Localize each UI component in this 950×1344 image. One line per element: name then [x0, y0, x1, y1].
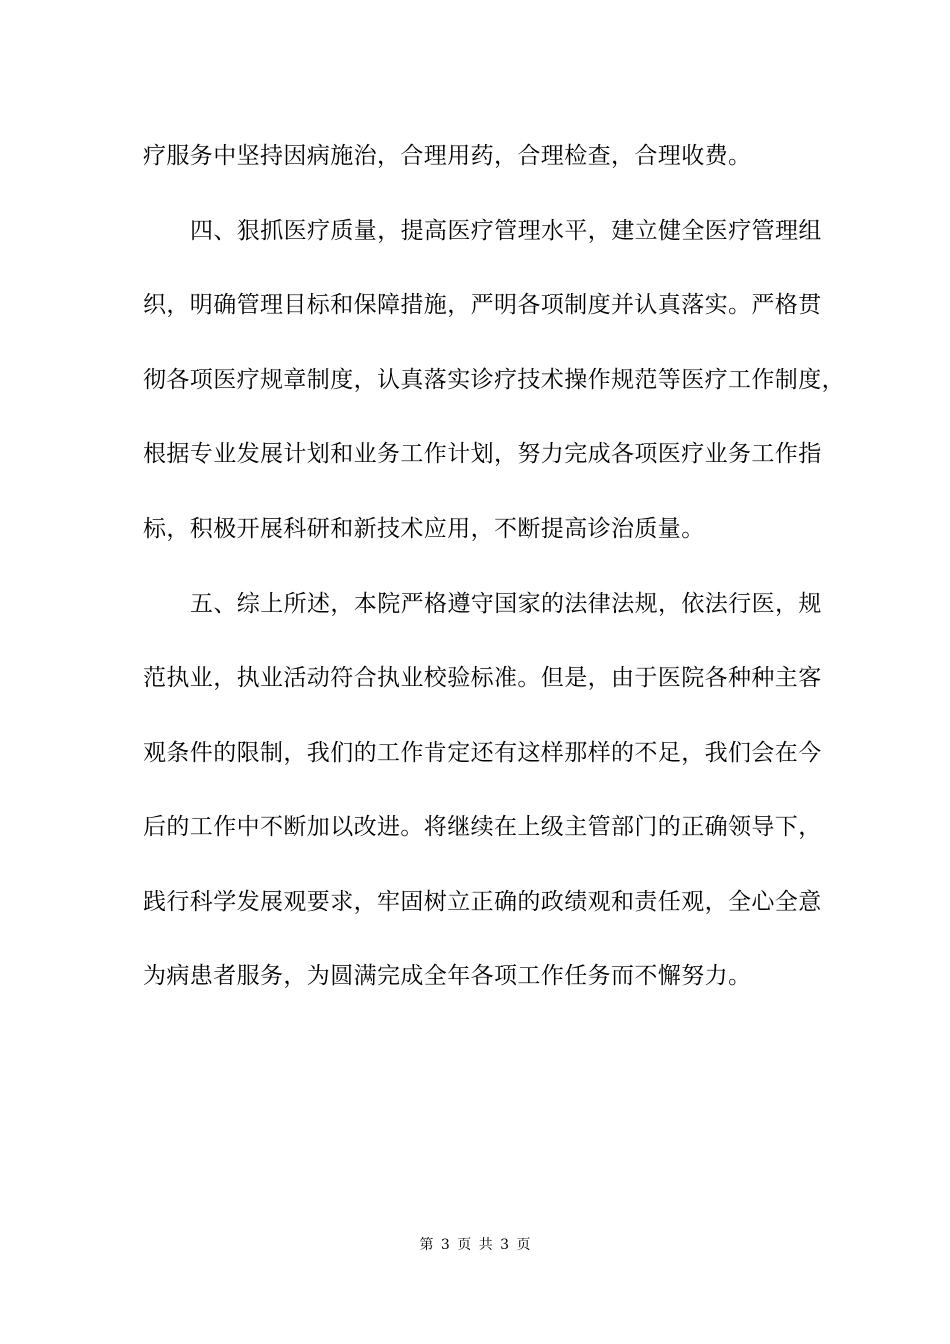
text-line: 织，明确管理目标和保障措施，严明各项制度并认真落实。严格贯	[143, 292, 822, 318]
text-line: 践行科学发展观要求，牢固树立正确的政绩观和责任观，全心全意	[143, 889, 822, 915]
page-number: 第 3 页 共 3 页	[419, 1237, 531, 1253]
text-line: 根据专业发展计划和业务工作计划，努力完成各项医疗业务工作指	[143, 441, 822, 467]
text-line: 四、狠抓医疗质量，提高医疗管理水平，建立健全医疗管理组	[190, 218, 822, 244]
text-line: 后的工作中不断加以改进。将继续在上级主管部门的正确领导下，	[143, 814, 822, 840]
text-line: 彻各项医疗规章制度，认真落实诊疗技术操作规范等医疗工作制度，	[143, 367, 845, 393]
text-line: 标，积极开展科研和新技术应用，不断提高诊治质量。	[143, 516, 705, 542]
text-line: 五、综上所述，本院严格遵守国家的法律法规，依法行医，规	[190, 591, 822, 617]
text-line: 观条件的限制，我们的工作肯定还有这样那样的不足，我们会在今	[143, 740, 822, 766]
text-line: 疗服务中坚持因病施治，合理用药，合理检查，合理收费。	[143, 143, 752, 169]
text-line: 范执业，执业活动符合执业校验标准。但是，由于医院各种种主客	[143, 665, 822, 691]
text-line: 为病患者服务，为圆满完成全年各项工作任务而不懈努力。	[143, 963, 752, 989]
